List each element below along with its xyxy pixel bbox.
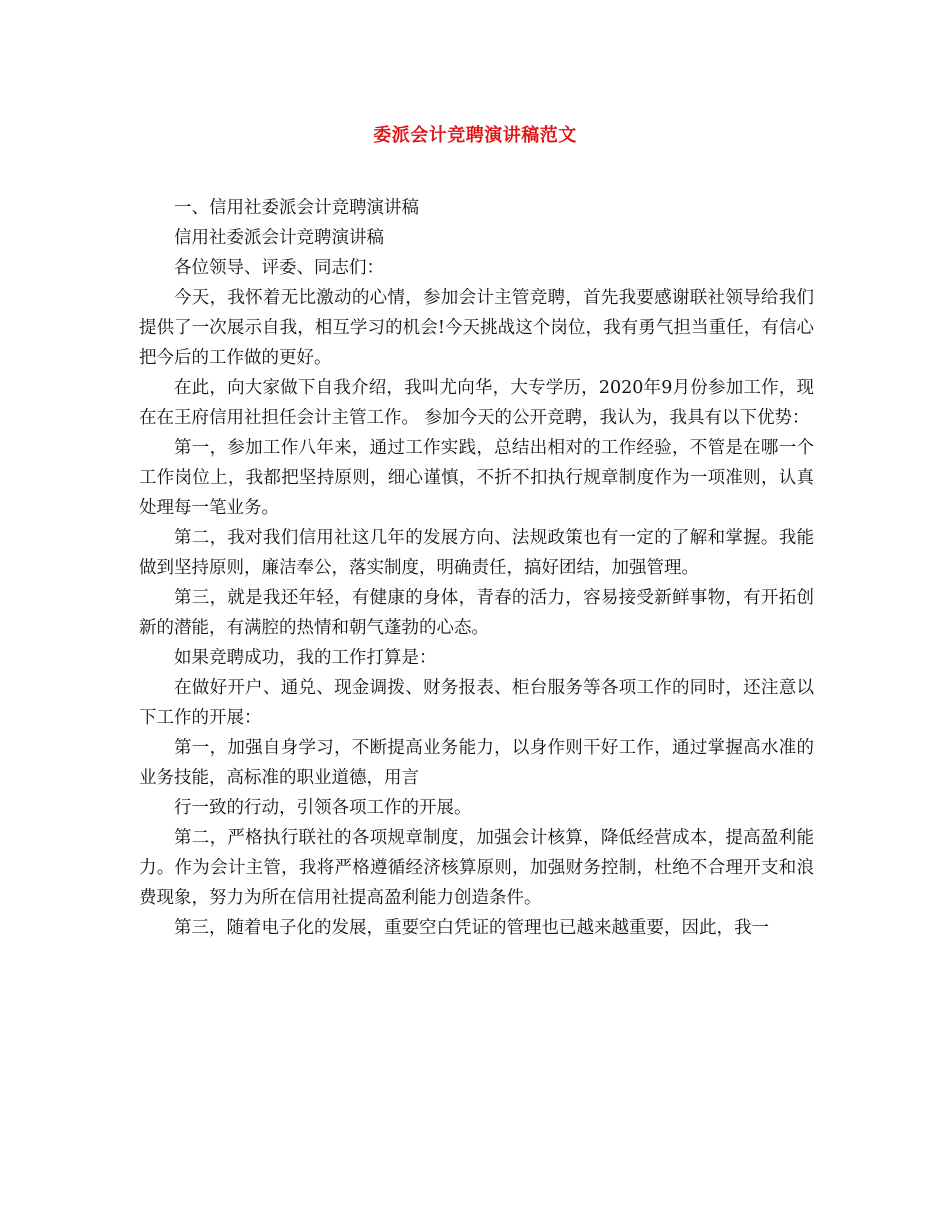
document-body <box>139 193 814 943</box>
paragraph: 第一，加强自身学习，不断提高业务能力，以身作则干好工作，通过掌握高水准的业务技能，高标准的职业道德，用言 <box>139 738 814 788</box>
paragraph: 第三，就是我还年轻，有健康的身体，青春的活力，容易接受新鲜事物，有开拓创新的潜能，有满腔的热情和朝气蓬勃的心态。 <box>139 588 814 638</box>
paragraph: 在此，向大家做下自我介绍，我叫尤向华，大专学历，2020年9月份参加工作，现在在王府信用社担任会计主管工作。 参加今天的公开竞聘，我认为，我具有以下优势： <box>139 378 814 428</box>
paragraph: 行一致的行动，引领各项工作的开展。 <box>174 798 472 818</box>
paragraph: 各位领导、评委、同志们： <box>174 258 384 278</box>
paragraph: 第二，我对我们信用社这几年的发展方向、法规政策也有一定的了解和掌握。我能做到坚持原则，廉洁奉公，落实制度，明确责任，搞好团结，加强管理。 <box>139 528 814 578</box>
paragraph: 第二，严格执行联社的各项规章制度，加强会计核算，降低经营成本，提高盈利能力。作为会计主管，我将严格遵循经济核算原则，加强财务控制，杜绝不合理开支和浪费现象，努力为所在信用社提高盈利能力创造条件。 <box>139 828 814 908</box>
paragraph: 在做好开户、通兑、现金调拨、财务报表、柜台服务等各项工作的同时，还注意以下工作的开展： <box>139 678 814 728</box>
paragraph: 信用社委派会计竞聘演讲稿 <box>174 228 384 248</box>
document-title: 委派会计竞聘演讲稿范文 <box>373 125 577 146</box>
paragraph: 如果竞聘成功，我的工作打算是： <box>174 648 437 668</box>
paragraph: 第一，参加工作八年来，通过工作实践，总结出相对的工作经验，不管是在哪一个工作岗位上，我都把坚持原则，细心谨慎，不折不扣执行规章制度作为一项准则，认真处理每一笔业务。 <box>139 438 814 518</box>
paragraph: 一、信用社委派会计竞聘演讲稿 <box>174 198 419 218</box>
paragraph: 今天，我怀着无比激动的心情，参加会计主管竞聘，首先我要感谢联社领导给我们提供了一次展示自我，相互学习的机会!今天挑战这个岗位，我有勇气担当重任，有信心把今后的工作做的更好。 <box>139 288 814 368</box>
paragraph: 第三，随着电子化的发展，重要空白凭证的管理也已越来越重要，因此，我一 <box>174 918 769 938</box>
